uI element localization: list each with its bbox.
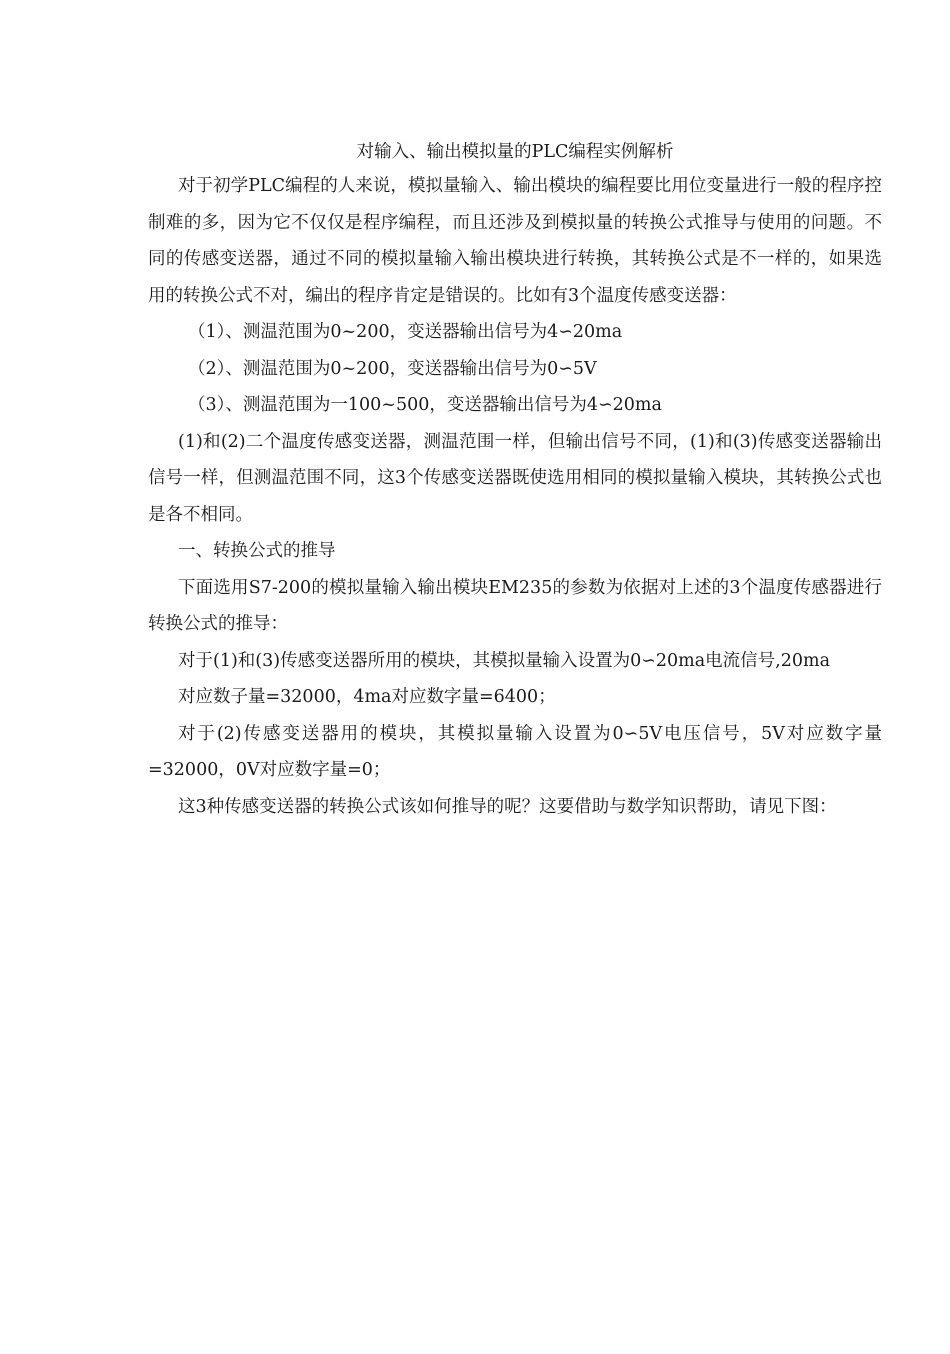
section-heading: 一、转换公式的推导 [178, 541, 336, 561]
document-page [148, 136, 882, 825]
basis-paragraph: 下面选用S7-200的模拟量输入输出模块EM235的参数为依据对上述的3个温度传感器进行转换公式的推导： [148, 577, 882, 634]
list-item-2: （2）、测温范围为0~200，变送器输出信号为0∽5V [188, 358, 597, 379]
current-signal-line-2: 对应数子量=32000，4ma对应数字量=6400； [178, 687, 556, 707]
compare-paragraph: (1)和(2)二个温度传感变送器，测温范围一样，但输出信号不同，(1)和(3)传感变送器输出信号一样，但测温范围不同，这3个传感变送器既使选用相同的模拟量输入模块，其转换公式也是各不相同。 [148, 431, 882, 525]
list-item-3: （3）、测温范围为一100~500，变送器输出信号为4∽20ma [188, 395, 662, 415]
list-item-1: （1）、测温范围为0~200，变送器输出信号为4∽20ma [188, 322, 623, 342]
current-signal-line-1: 对于(1)和(3)传感变送器所用的模块，其模拟量输入设置为0∽20ma电流信号,20ma [178, 650, 831, 671]
voltage-signal-paragraph: 对于(2)传感变送器用的模块，其模拟量输入设置为0∽5V电压信号，5V对应数字量=32000，0V对应数字量=0； [148, 723, 882, 780]
closing-paragraph: 这3种传感变送器的转换公式该如何推导的呢？这要借助与数学知识帮助，请见下图： [178, 796, 837, 817]
intro-paragraph: 对于初学PLC编程的人来说，模拟量输入、输出模块的编程要比用位变量进行一般的程序控制难的多，因为它不仅仅是程序编程，而且还涉及到模拟量的转换公式推导与使用的问题。不同的传感变送器，通过不同的模拟量输入输出模块进行转换，其转换公式是不一样的，如果选用的转换公式不对，编出的程序肯定是错误的。比如有3个温度传感变送器： [148, 176, 882, 306]
document-title: 对输入、输出模拟量的PLC编程实例解析 [356, 142, 674, 162]
